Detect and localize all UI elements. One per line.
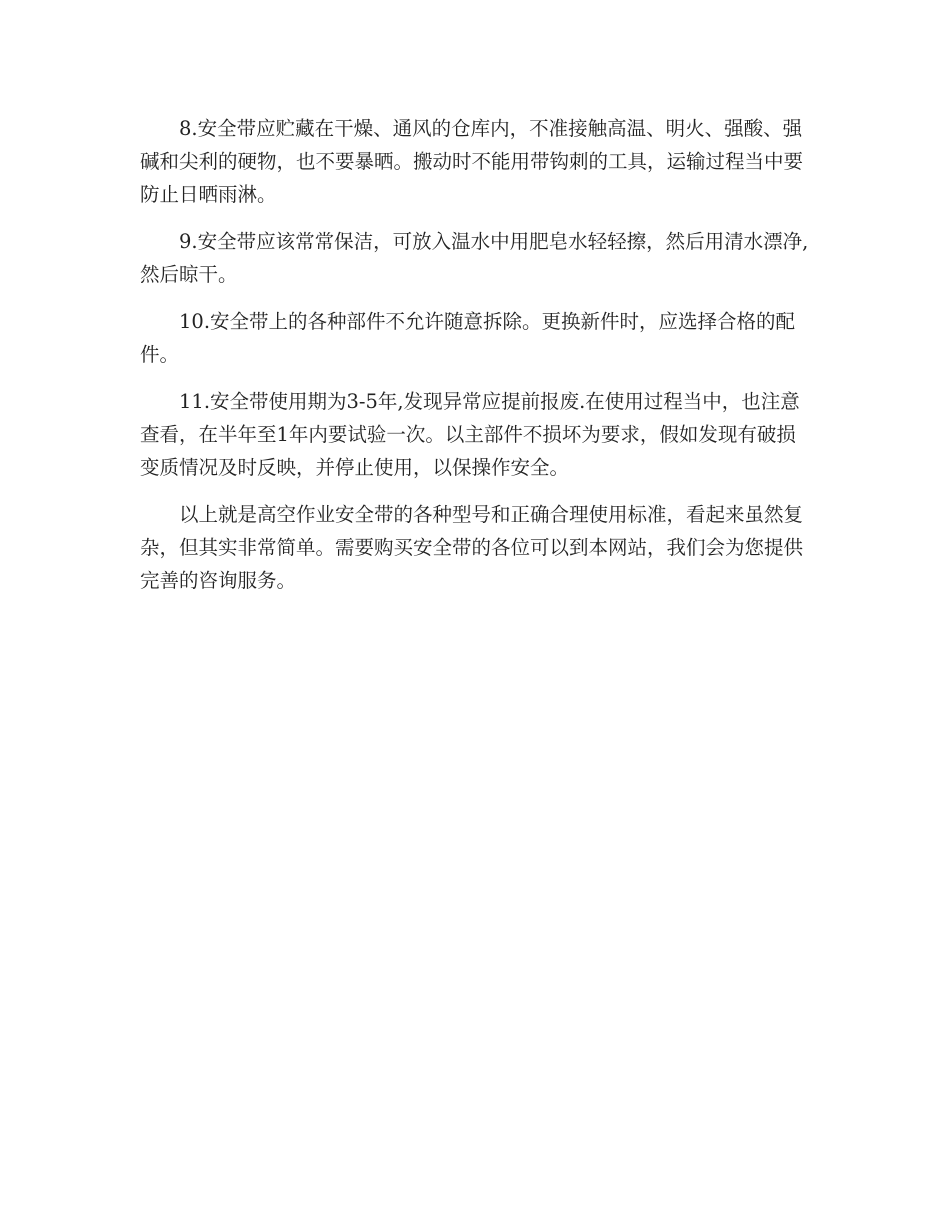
paragraph-item-9: 9.安全带应该常常保洁，可放入温水中用肥皂水轻轻擦，然后用清水漂净,然后晾干。 <box>140 230 809 286</box>
document-body <box>140 112 810 611</box>
paragraph-item-8: 8.安全带应贮藏在干燥、通风的仓库内，不准接触高温、明火、强酸、强碱和尖利的硬物，也不要暴晒。搬动时不能用带钩刺的工具，运输过程当中要防止日晒雨淋。 <box>140 117 804 206</box>
paragraph-item-11: 11.安全带使用期为3-5年,发现异常应提前报废.在使用过程当中，也注意查看，在半年至1年内要试验一次。以主部件不损坏为要求，假如发现有破损变质情况及时反映，并停止使用，以保操作安全。 <box>140 390 800 479</box>
paragraph-conclusion: 以上就是高空作业安全带的各种型号和正确合理使用标准，看起来虽然复杂，但其实非常简单。需要购买安全带的各位可以到本网站，我们会为您提供完善的咨询服务。 <box>140 503 804 592</box>
paragraph-item-10: 10.安全带上的各种部件不允许随意拆除。更换新件时，应选择合格的配件。 <box>140 310 796 366</box>
